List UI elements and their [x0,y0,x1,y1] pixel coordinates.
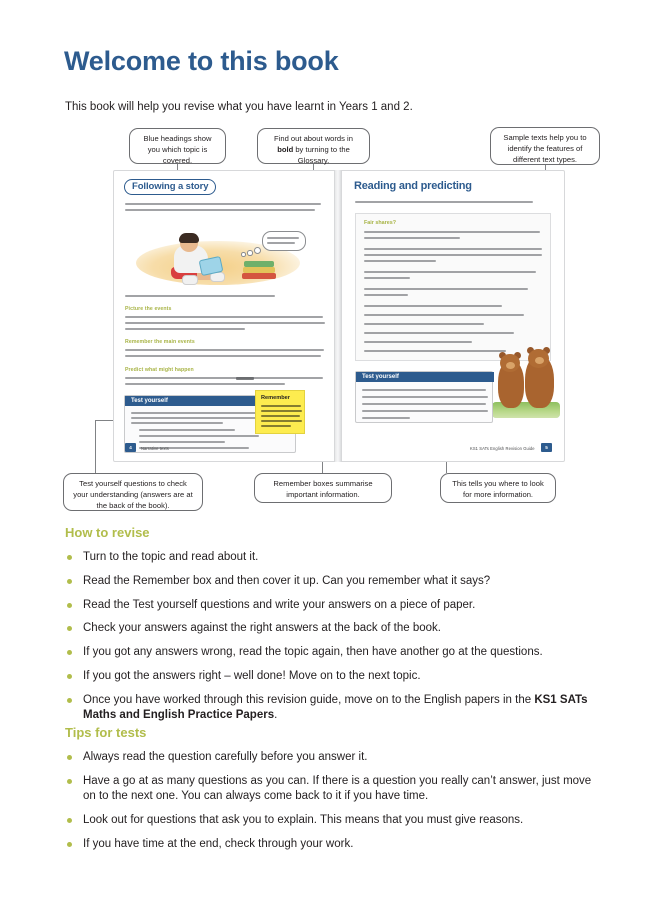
bear-snout [506,362,515,369]
sample-text-panel [355,213,551,361]
list-item [65,550,601,565]
list-item-bold: KS1 SATs Maths and English Practice Papers [83,693,588,721]
body-line [364,294,408,296]
body-line [125,328,245,330]
right-page-number: 5 [541,443,552,452]
right-test-yourself-panel [355,371,493,423]
left-page-heading: Following a story [124,179,216,195]
list-item-text: Check your answers against the right answers at the back of the book. [83,622,441,635]
left-subheading-1: Picture the events [125,306,172,312]
callout-sample-texts: Sample texts help you to identify the features of different text types. [490,127,600,165]
book-spine [244,261,274,267]
body-line [364,254,542,256]
bold-glossary-word [236,377,254,380]
how-to-revise-list [65,550,601,732]
body-line [364,341,472,343]
body-line [139,429,235,431]
boy-shoe [182,275,198,285]
thought-bubble-dot [254,247,261,254]
list-item [65,621,601,636]
body-line [364,332,514,334]
body-line [364,248,542,250]
body-line [125,377,323,379]
body-line [364,350,506,352]
right-test-yourself-label: Test yourself [356,372,494,382]
left-subheading-2: Remember the main events [125,339,195,345]
list-item [65,750,601,765]
body-line [364,305,502,307]
callout-blue-headings: Blue headings show you which topic is covered. [129,128,226,164]
section-heading-tips-for-tests: Tips for tests [65,725,147,740]
right-page-heading: Reading and predicting [354,180,472,192]
boy-hair [179,233,199,243]
book-spine [243,267,275,273]
body-line [131,422,223,424]
list-item-text: Read the Test yourself questions and write your answers on a piece of paper. [83,598,476,611]
body-line [261,415,300,417]
list-item-text: Once you have worked through this revision guide, move on to the English papers in the [83,693,535,706]
list-item-text-after: . [274,708,278,721]
body-line [362,403,486,405]
body-line [364,260,436,262]
body-line [362,396,488,398]
book-right-page [341,170,565,462]
book-spine [242,273,276,279]
body-line [267,242,295,244]
callout-glossary-bold: bold [277,144,294,154]
body-line [261,410,302,412]
two-bears-illustration [492,346,560,418]
remember-box [255,390,305,434]
callout-glossary [257,128,370,164]
section-heading-how-to-revise: How to revise [65,525,150,540]
body-line [364,288,528,290]
body-line [364,277,410,279]
list-item-text: If you got any answers wrong, read the topic again, then have another go at the questions. [83,646,543,659]
book-stack [242,259,276,281]
list-item [65,837,601,852]
intro-text: This book will help you revise what you have learnt in Years 1 and 2. [65,101,413,113]
list-item-text: Turn to the topic and read about it. [83,551,259,563]
remember-box-title: Remember [261,395,290,401]
boy-reading-illustration [130,225,306,289]
body-line [364,271,536,273]
list-item [65,574,601,589]
body-line [261,425,291,427]
tips-for-tests-list [65,750,601,860]
body-line [362,410,488,412]
bear-snout [535,357,544,364]
callout-glossary-text-before: Find out about words in [274,134,353,143]
left-page-footer: Narrative texts [141,446,169,451]
body-line [125,355,321,357]
callout-remember-boxes: Remember boxes summarise important information. [254,473,392,503]
callout-glossary-text-after: by turning to the Glossary. [293,144,350,165]
story-title: Fair shares? [364,220,397,226]
left-subheading-3: Predict what might happen [125,367,194,373]
body-line [139,441,225,443]
body-line [125,383,285,385]
left-page-number: 4 [125,443,136,452]
body-line [125,295,275,297]
right-page-footer: KS1 SATs English Revision Guide [470,446,535,451]
list-item-text: If you have time at the end, check through your work. [83,837,354,850]
body-line [261,405,301,407]
body-line [261,420,302,422]
thought-bubble [262,231,306,251]
body-line [139,435,259,437]
body-line [125,316,323,318]
list-item [65,813,601,828]
body-line [125,209,315,211]
list-item [65,693,601,724]
body-line [362,389,486,391]
book-spread-illustration [113,170,565,462]
page-title: Welcome to this book [64,46,339,76]
connector-line [95,420,96,473]
body-line [362,417,410,419]
list-item-text: If you got the answers right – well done! Move on to the next topic. [83,669,421,682]
callout-test-yourself: Test yourself questions to check your understanding (answers are at the back of the book). [63,473,203,511]
body-line [125,322,325,324]
list-item [65,598,601,613]
thought-bubble-dot [241,252,246,257]
body-line [125,203,321,205]
body-line [267,237,299,239]
body-line [364,314,524,316]
list-item [65,669,601,684]
body-line [364,237,460,239]
list-item-text: Have a go at as many questions as you can. If there is a question you really can’t answer, just move on to the next one. You can always come back to it if you have time. [83,774,592,803]
body-line [355,201,533,203]
list-item-text: Read the Remember box and then cover it up. Can you remember what it says? [83,574,491,587]
body-line [364,323,484,325]
list-item [65,645,601,660]
body-line [125,349,324,351]
list-item-text: Look out for questions that ask you to explain. This means that you must give reasons. [83,813,524,826]
body-line [364,231,540,233]
thought-bubble-dot [247,250,253,256]
callout-more-information: This tells you where to look for more information. [440,473,556,503]
left-test-yourself-label: Test yourself [125,396,297,406]
list-item-text: Always read the question carefully before you answer it. [83,751,368,763]
list-item [65,774,601,805]
